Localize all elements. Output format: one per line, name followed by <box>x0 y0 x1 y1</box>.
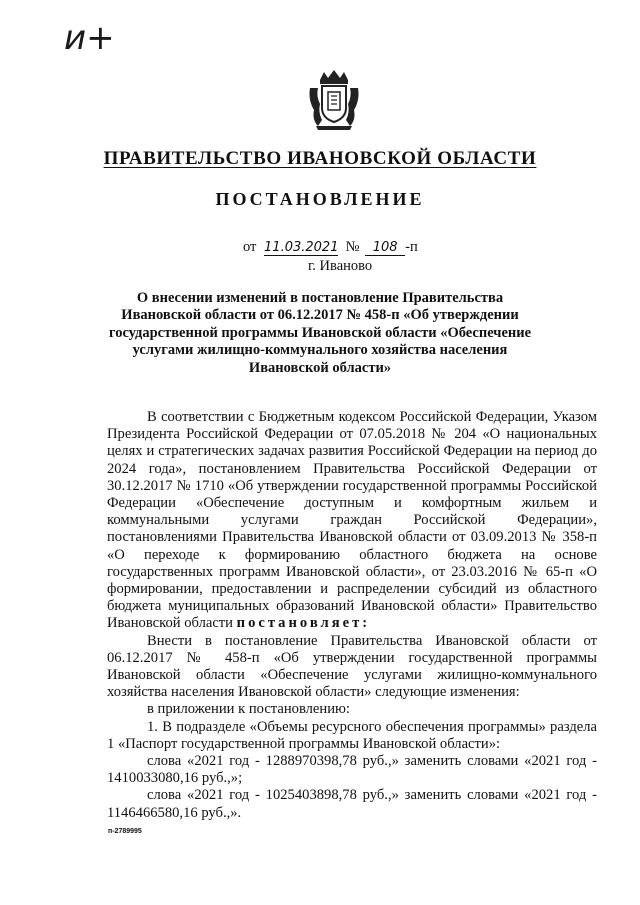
footer-code: п-2789995 <box>108 828 142 835</box>
body-paragraph-item-1: 1. В подразделе «Объемы ресурсного обеспечения программы» раздела 1 «Паспорт государственной программы Ивановской области»: <box>107 718 597 752</box>
document-date: 11.03.2021 <box>264 240 339 255</box>
body-paragraph-amend: Внести в постановление Правительства Ивановской области от 06.12.2017 № 458-п «Об утверждении государственной программы Ивановской области «Обеспечение услугами жилищно-коммунального хозяйства населения Ивановской области» следующие изменения: <box>107 632 597 701</box>
number-label: № <box>345 239 360 255</box>
government-title: ПРАВИТЕЛЬСТВО ИВАНОВСКОЙ ОБЛАСТИ <box>103 148 537 169</box>
date-number-line <box>243 238 418 256</box>
body-paragraph-annex: в приложении к постановлению: <box>147 701 350 718</box>
city: г. Иваново <box>308 258 373 274</box>
title-line: Ивановской области» <box>248 359 392 376</box>
document-type: ПОСТАНОВЛЕНИЕ <box>215 189 425 209</box>
body-paragraph-replace-2: слова «2021 год - 1025403898,78 руб.,» заменить словами «2021 год - 1146466580,16 руб.,». <box>107 787 597 821</box>
handwritten-corner-mark: и+ <box>64 18 115 58</box>
title-line: Ивановской области от 06.12.2017 № 458-п «Об утверждении <box>121 307 519 324</box>
document-title <box>0 290 640 377</box>
body-paragraph-replace-1: слова «2021 год - 1288970398,78 руб.,» заменить словами «2021 год - 1410033080,16 руб.,»; <box>107 753 597 787</box>
number-suffix: -п <box>405 239 418 255</box>
body-paragraph-preamble: В соответствии с Бюджетным кодексом Российской Федерации, Указом Президента Российской Федерации от 07.05.2018 № 204 «О национальных целях и стратегических задачах развития Российской Федерации на период до 2024 года», постановлением Правительства Российской Федерации от 30.12.2017 № 1710 «Об утверждении государственной программы Российской Федерации «Обеспечение доступным и комфортным жильем и коммунальными услугами граждан Российской Федерации», постановлениями Правительства Ивановской области от 03.09.2013 № 358-п «О переходе к формированию областного бюджета на основе государственных программ Ивановской области», от 23.03.2016 № 65-п «О формировании, предоставлении и распределении субсидий из областного бюджета муниципальных образований Ивановской области» Правительство Ивановской области постановляет: <box>107 409 597 632</box>
title-line: О внесении изменений в постановление Правительства <box>136 290 504 306</box>
coat-of-arms-icon <box>306 70 362 132</box>
date-from-label: от <box>243 239 257 255</box>
document-number: 108 <box>365 241 405 256</box>
document-body <box>107 409 597 822</box>
title-line: государственной программы Ивановской области «Обеспечение <box>108 324 532 341</box>
decree-word: постановляет: <box>236 615 371 632</box>
title-line: услугами жилищно-коммунального хозяйства населения <box>132 342 508 359</box>
